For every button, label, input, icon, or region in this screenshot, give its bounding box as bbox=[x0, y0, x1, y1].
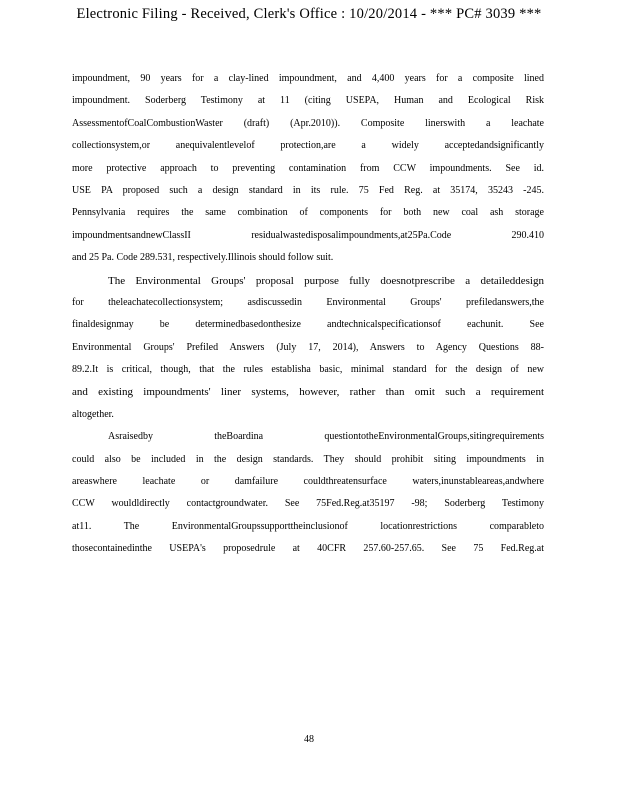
text-line: areaswhere leachate or damfailure couldthreatensurface waters,inunstableareas,andwhere bbox=[72, 476, 544, 488]
text-line: at11. The EnvironmentalGroupssupporttheinclusionof locationrestrictions comparableto bbox=[72, 520, 544, 532]
text-line: finaldesignmay be determinedbasedonthesize andtechnicalspecificationsof eachunit. See bbox=[72, 319, 544, 331]
text-line: USE PA proposed such a design standard in its rule. 75 Fed Reg. at 35174, 35243 -245. bbox=[72, 184, 544, 196]
body-text bbox=[72, 68, 544, 561]
text-line: CCW wouldldirectly contactgroundwater. See 75Fed.Reg.at35197 -98; Soderberg Testimony bbox=[72, 498, 544, 510]
text-line: thosecontainedinthe USEPA's proposedrule at 40CFR 257.60-257.65. See 75 Fed.Reg.at bbox=[72, 543, 544, 555]
text-line: Environmental Groups' Prefiled Answers (July 17, 2014), Answers to Agency Questions 88- bbox=[72, 341, 544, 353]
text-line: and existing impoundments' liner systems, however, rather than omit such a requirement bbox=[72, 386, 544, 399]
text-line: impoundment, 90 years for a clay-lined impoundment, and 4,400 years for a composite lined bbox=[72, 73, 544, 84]
text-line: for theleachatecollectionsystem; asdiscussedin Environmental Groups' prefiledanswers,the bbox=[72, 296, 544, 308]
text-line: 89.2.It is critical, though, that the rules establisha basic, minimal standard for the design of new bbox=[72, 364, 544, 376]
text-line: altogether. bbox=[72, 408, 114, 420]
text-line: could also be included in the design standards. They should prohibit siting impoundments in bbox=[72, 453, 544, 465]
text-line: Asraisedby theBoardina questiontotheEnvironmentalGroups,sitingrequirements bbox=[108, 431, 544, 443]
text-line: and 25 Pa. Code 289.531, respectively.Illinois should follow suit. bbox=[72, 252, 334, 264]
page-number: 48 bbox=[304, 734, 314, 745]
text-line: impoundmentsandnewClassII residualwastedisposalimpoundments,at25Pa.Code 290.410 bbox=[72, 229, 544, 241]
text-line: more protective approach to preventing contamination from CCW impoundments. See id. bbox=[72, 162, 544, 174]
text-line: AssessmentofCoalCombustionWaster (draft) (Apr.2010)). Composite linerswith a leachate bbox=[72, 117, 544, 129]
text-line: The Environmental Groups' proposal purpose fully doesnotprescribe a detaileddesign bbox=[108, 274, 544, 287]
text-line: collectionsystem,or anequivalentlevelof protection,are a widely acceptedandsignificantly bbox=[72, 140, 544, 152]
text-line: impoundment. Soderberg Testimony at 11 (citing USEPA, Human and Ecological Risk bbox=[72, 95, 544, 107]
filing-header: Electronic Filing - Received, Clerk's Office : 10/20/2014 - *** PC# 3039 *** bbox=[76, 6, 542, 22]
text-line: Pennsylvania requires the same combination of components for both new coal ash storage bbox=[72, 207, 544, 219]
